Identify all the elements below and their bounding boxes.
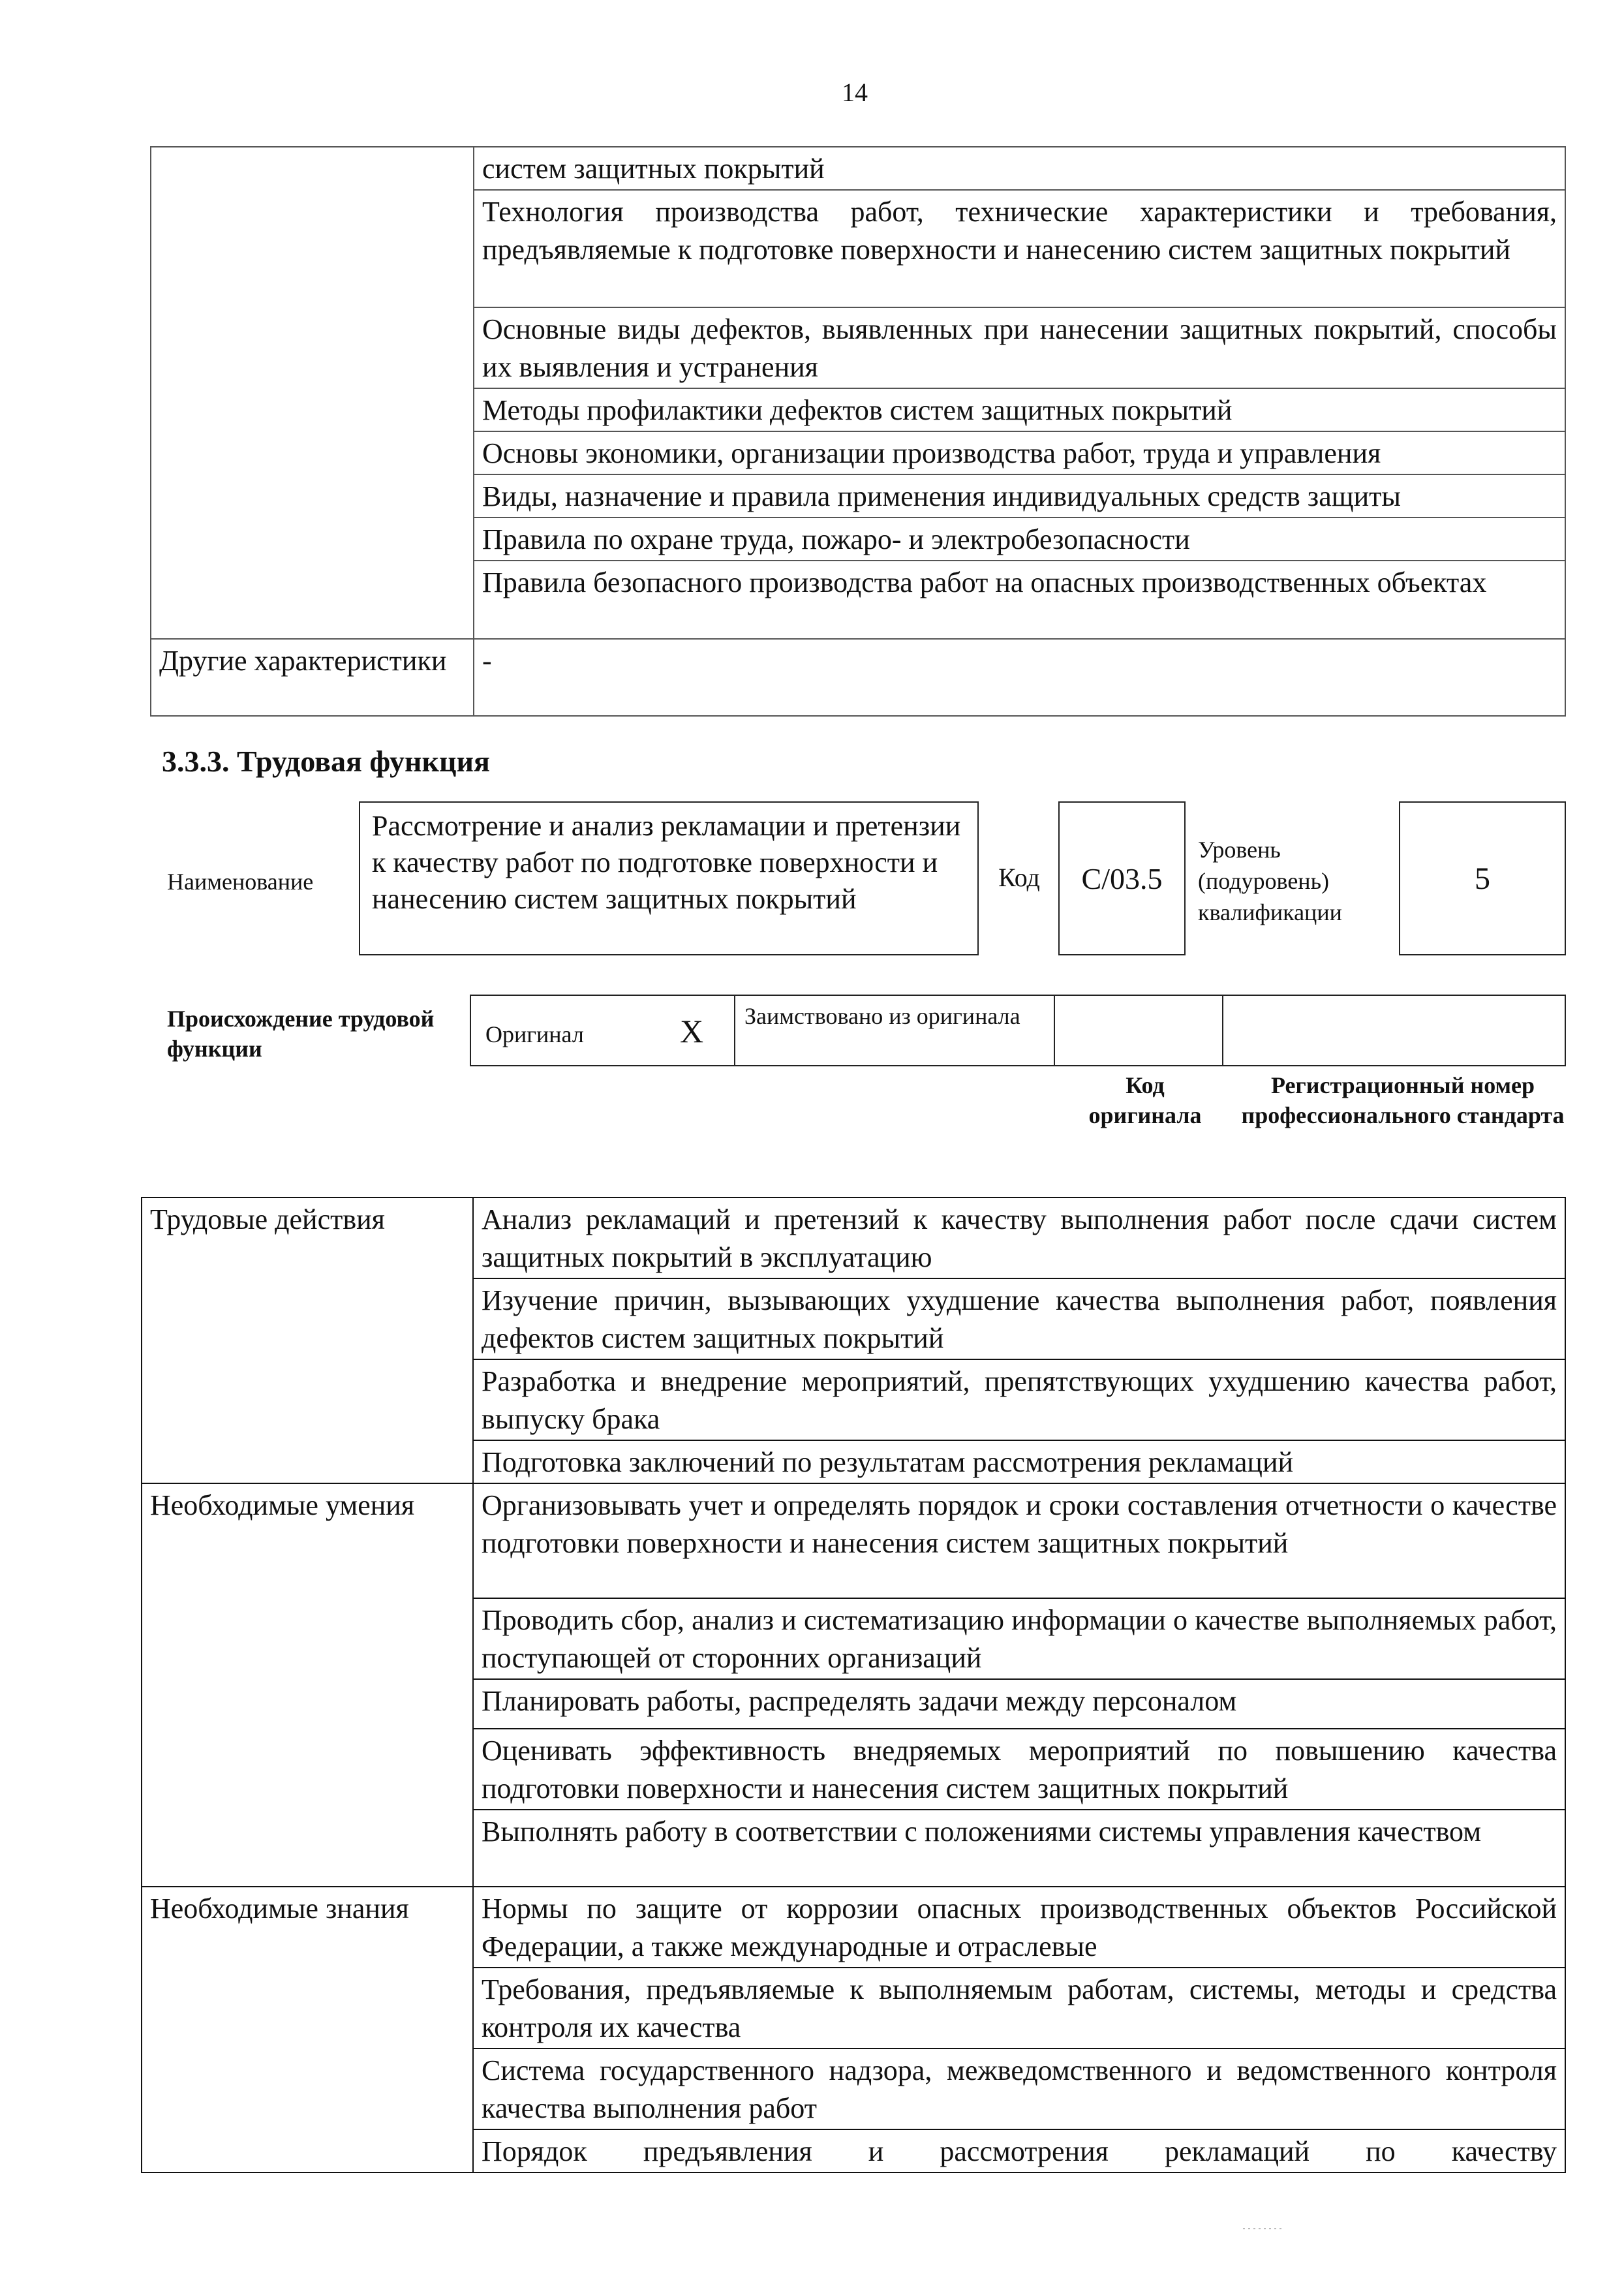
knowledge-item: Виды, назначение и правила применения индивидуальных средств защиты	[474, 474, 1565, 518]
borrowed-label: Заимствовано из оригинала	[744, 1003, 1020, 1029]
labor-function-table	[141, 1197, 1566, 2173]
action-item: Изучение причин, вызывающих ухудшение качества выполнения работ, появления дефектов систем защитных покрытий	[473, 1278, 1565, 1359]
section-heading: 3.3.3. Трудовая функция	[162, 745, 490, 778]
reg-number-caption: Регистрационный номер профессионального стандарта	[1241, 1072, 1565, 1128]
action-item: Разработка и внедрение мероприятий, препятствующих ухудшению качества работ, выпуску брака	[473, 1359, 1565, 1440]
actions-label: Трудовые действия	[142, 1198, 473, 1483]
knowledge-label: Необходимые знания	[142, 1887, 473, 2172]
empty-label-cell	[151, 147, 474, 639]
function-name-box: Рассмотрение и анализ рекламации и претензии к качеству работ по подготовке поверхности и нанесению систем защитных покрытий	[359, 801, 979, 955]
origin-code-cell	[1055, 996, 1223, 1065]
level-value-box: 5	[1399, 801, 1566, 955]
origin-original-cell	[471, 996, 735, 1065]
knowledge-item: Правила безопасного производства работ на опасных производственных объектах	[474, 561, 1565, 639]
skill-item: Выполнять работу в соответствии с положениями системы управления качеством	[473, 1810, 1565, 1887]
original-label: Оригинал	[485, 1021, 584, 1047]
knowledge-item: Основные виды дефектов, выявленных при нанесении защитных покрытий, способы их выявления и устранения	[474, 307, 1565, 388]
skill-item: Планировать работы, распределять задачи между персоналом	[473, 1679, 1565, 1729]
level-label: Уровень (подуровень) квалификации	[1198, 837, 1342, 925]
origin-reg-number-cell	[1223, 996, 1565, 1065]
knowledge-item: Методы профилактики дефектов систем защитных покрытий	[474, 388, 1565, 431]
knowledge-item: Технология производства работ, технические характеристики и требования, предъявляемые к подготовке поверхности и нанесению систем защитных покрытий	[474, 190, 1565, 307]
knowledge-item: Требования, предъявляемые к выполняемым работам, системы, методы и средства контроля их качества	[473, 1968, 1565, 2048]
origin-row	[470, 995, 1566, 1066]
skill-item: Проводить сбор, анализ и систематизацию информации о качестве выполняемых работ, поступающей от сторонних организаций	[473, 1598, 1565, 1679]
action-item: Подготовка заключений по результатам рассмотрения рекламаций	[473, 1440, 1565, 1483]
origin-borrowed-cell	[735, 996, 1055, 1065]
knowledge-item: Система государственного надзора, межведомственного и ведомственного контроля качества выполнения работ	[473, 2048, 1565, 2129]
knowledge-item: Основы экономики, организации производства работ, труда и управления	[474, 431, 1565, 474]
code-label: Код	[998, 863, 1040, 892]
original-mark: X	[680, 1013, 704, 1049]
origin-label: Происхождение трудовой функции	[167, 1006, 435, 1062]
action-item: Анализ рекламаций и претензий к качеству выполнения работ после сдачи систем защитных покрытий в эксплуатацию	[473, 1198, 1565, 1278]
knowledge-item: Порядок предъявления и рассмотрения рекламаций по качеству	[473, 2129, 1565, 2172]
knowledge-item: Правила по охране труда, пожаро- и электробезопасности	[474, 518, 1565, 561]
code-value-box: C/03.5	[1058, 801, 1186, 955]
knowledge-item: систем защитных покрытий	[474, 147, 1565, 190]
skills-label: Необходимые умения	[142, 1483, 473, 1887]
page-number: 14	[842, 78, 868, 107]
name-label: Наименование	[167, 869, 314, 895]
skill-item: Организовывать учет и определять порядок и сроки составления отчетности о качестве подготовки поверхности и нанесения систем защитных покрытий	[473, 1483, 1565, 1598]
other-characteristics-label: Другие характеристики	[151, 639, 474, 716]
knowledge-item: Нормы по защите от коррозии опасных производственных объектов Российской Федерации, а также международные и отраслевые	[473, 1887, 1565, 1968]
code-original-caption: Код оригинала	[1088, 1072, 1202, 1128]
skill-item: Оценивать эффективность внедряемых мероприятий по повышению качества подготовки поверхности и нанесения систем защитных покрытий	[473, 1729, 1565, 1810]
stray-mark	[1243, 2225, 1282, 2232]
other-characteristics-value: -	[474, 639, 1565, 716]
knowledge-continuation-table	[150, 146, 1566, 717]
